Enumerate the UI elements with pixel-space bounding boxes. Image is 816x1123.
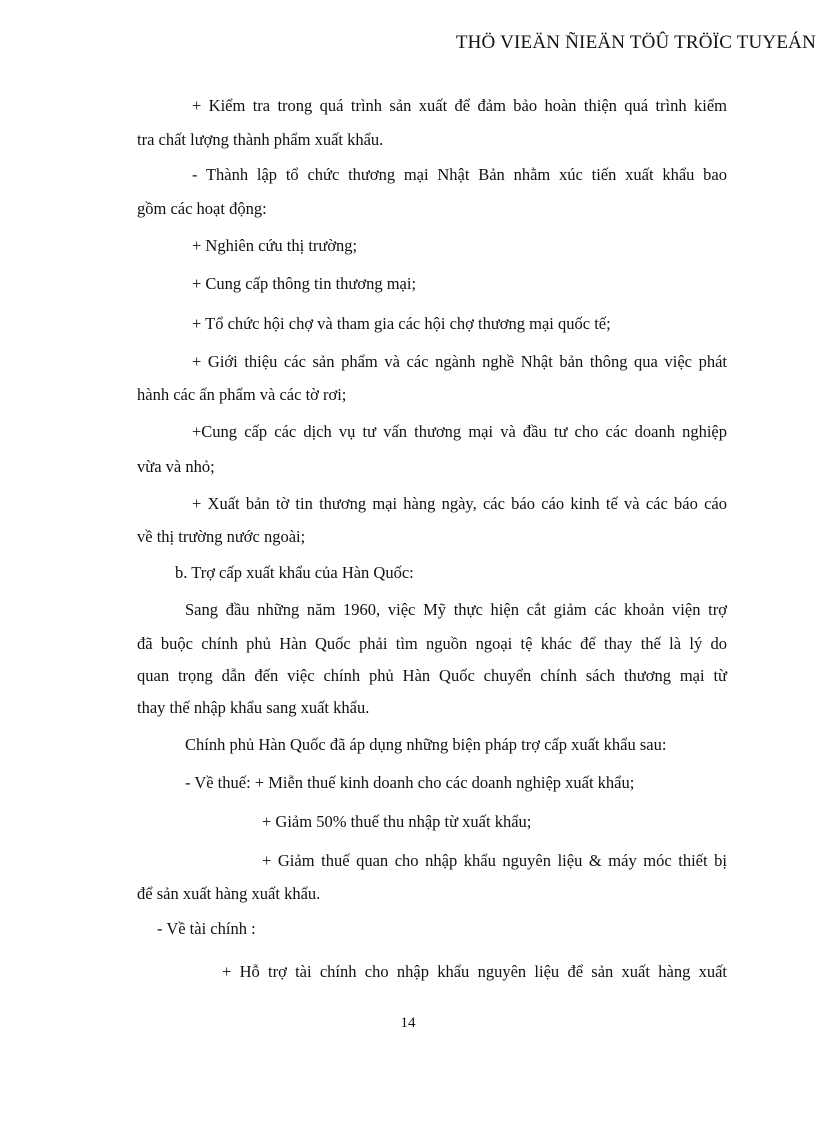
text-line: quan trọng dẫn đến việc chính phủ Hàn Quốc chuyển chính sách thương mại từ (137, 666, 727, 685)
text-line: + Giới thiệu các sản phẩm và các ngành nghề Nhật bản thông qua việc phát (192, 352, 727, 371)
text-line: + Cung cấp thông tin thương mại; (192, 274, 417, 293)
text-line: + Giảm thuế quan cho nhập khẩu nguyên liệu & máy móc thiết bị (262, 851, 727, 870)
section-heading: b. Trợ cấp xuất khẩu của Hàn Quốc: (175, 563, 414, 582)
page-number: 14 (400, 1015, 416, 1031)
text-line: - Về thuế: + Miễn thuế kinh doanh cho các doanh nghiệp xuất khẩu; (185, 773, 635, 792)
text-line: gồm các hoạt động: (137, 199, 267, 218)
text-line: + Xuất bản tờ tin thương mại hàng ngày, các báo cáo kinh tế và các báo cáo (192, 494, 727, 513)
text-line: thay thế nhập khẩu sang xuất khẩu. (137, 698, 370, 717)
text-line: tra chất lượng thành phẩm xuất khẩu. (137, 130, 384, 149)
text-line: - Thành lập tổ chức thương mại Nhật Bản nhằm xúc tiến xuất khẩu bao (192, 165, 727, 184)
text-line: vừa và nhỏ; (137, 457, 215, 476)
text-line: Chính phủ Hàn Quốc đã áp dụng những biện pháp trợ cấp xuất khẩu sau: (185, 735, 667, 754)
text-line: đã buộc chính phủ Hàn Quốc phải tìm nguồn ngoại tệ khác để thay thế là lý do (137, 634, 727, 653)
text-line: - Về tài chính : (157, 919, 256, 938)
text-line: để sản xuất hàng xuất khẩu. (137, 884, 321, 903)
text-line: + Giảm 50% thuế thu nhập từ xuất khẩu; (262, 812, 532, 831)
page-header-title: THÖ VIEÄN ÑIEÄN TÖÛ TRÖÏC TUYEÁN (455, 32, 816, 53)
text-line: + Kiểm tra trong quá trình sản xuất để đảm bảo hoàn thiện quá trình kiểm (192, 96, 727, 115)
text-line: hành các ấn phẩm và các tờ rơi; (137, 385, 347, 404)
text-line: + Nghiên cứu thị trường; (192, 236, 358, 255)
text-line: Sang đầu những năm 1960, việc Mỹ thực hiện cắt giảm các khoản viện trợ (185, 600, 727, 619)
text-line: + Hỗ trợ tài chính cho nhập khẩu nguyên liệu để sản xuất hàng xuất (222, 962, 727, 981)
text-line: +Cung cấp các dịch vụ tư vấn thương mại và đầu tư cho các doanh nghiệp (192, 422, 727, 441)
text-line: về thị trường nước ngoài; (137, 527, 306, 546)
text-line: + Tổ chức hội chợ và tham gia các hội chợ thương mại quốc tế; (192, 314, 611, 333)
